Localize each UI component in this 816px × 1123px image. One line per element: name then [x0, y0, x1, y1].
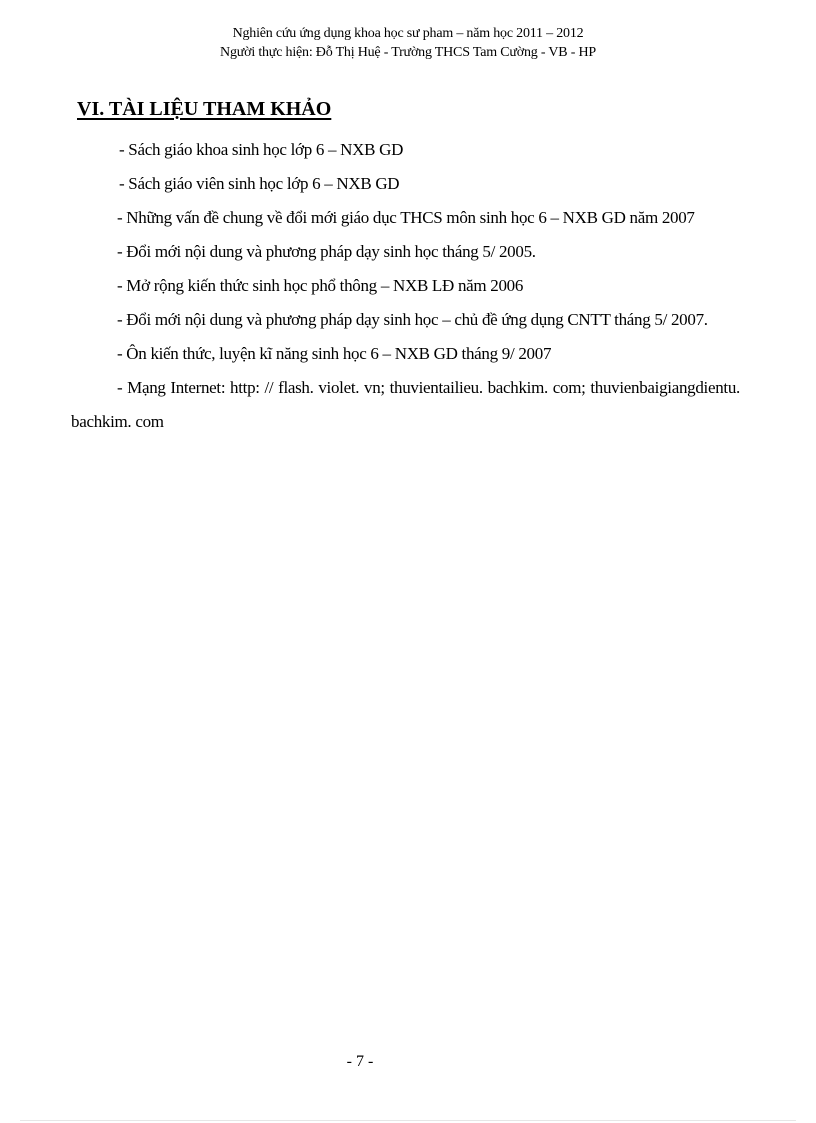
reference-item: - Những vấn đề chung về đổi mới giáo dục THCS môn sinh học 6 – NXB GD năm 2007 — [117, 208, 695, 227]
page-header — [0, 24, 816, 62]
reference-item: - Mở rộng kiến thức sinh học phổ thông – NXB LĐ năm 2006 — [117, 276, 524, 295]
page-number: - 7 - — [346, 1053, 374, 1070]
reference-item: - Mạng Internet: http: // flash. violet. vn; thuvientailieu. bachkim. com; thuvienbaigiangdientu. bachkim. com — [71, 378, 740, 431]
header-line-2: Người thực hiện: Đỗ Thị Huệ - Trường THCS Tam Cường - VB - HP — [220, 45, 596, 60]
reference-item: - Sách giáo viên sinh học lớp 6 – NXB GD — [119, 174, 400, 193]
reference-item: - Đổi mới nội dung và phương pháp dạy sinh học tháng 5/ 2005. — [117, 242, 536, 261]
reference-item: - Ôn kiến thức, luyện kĩ năng sinh học 6 – NXB GD tháng 9/ 2007 — [117, 344, 552, 363]
reference-item: - Đổi mới nội dung và phương pháp dạy sinh học – chủ đề ứng dụng CNTT tháng 5/ 2007. — [117, 310, 708, 329]
page-bottom-divider — [20, 1120, 796, 1121]
reference-item: - Sách giáo khoa sinh học lớp 6 – NXB GD — [119, 140, 404, 159]
header-line-1: Nghiên cứu ứng dụng khoa học sư pham – năm học 2011 – 2012 — [232, 26, 584, 41]
reference-list — [71, 133, 740, 439]
section-title: VI. TÀI LIỆU THAM KHẢO — [77, 98, 332, 120]
